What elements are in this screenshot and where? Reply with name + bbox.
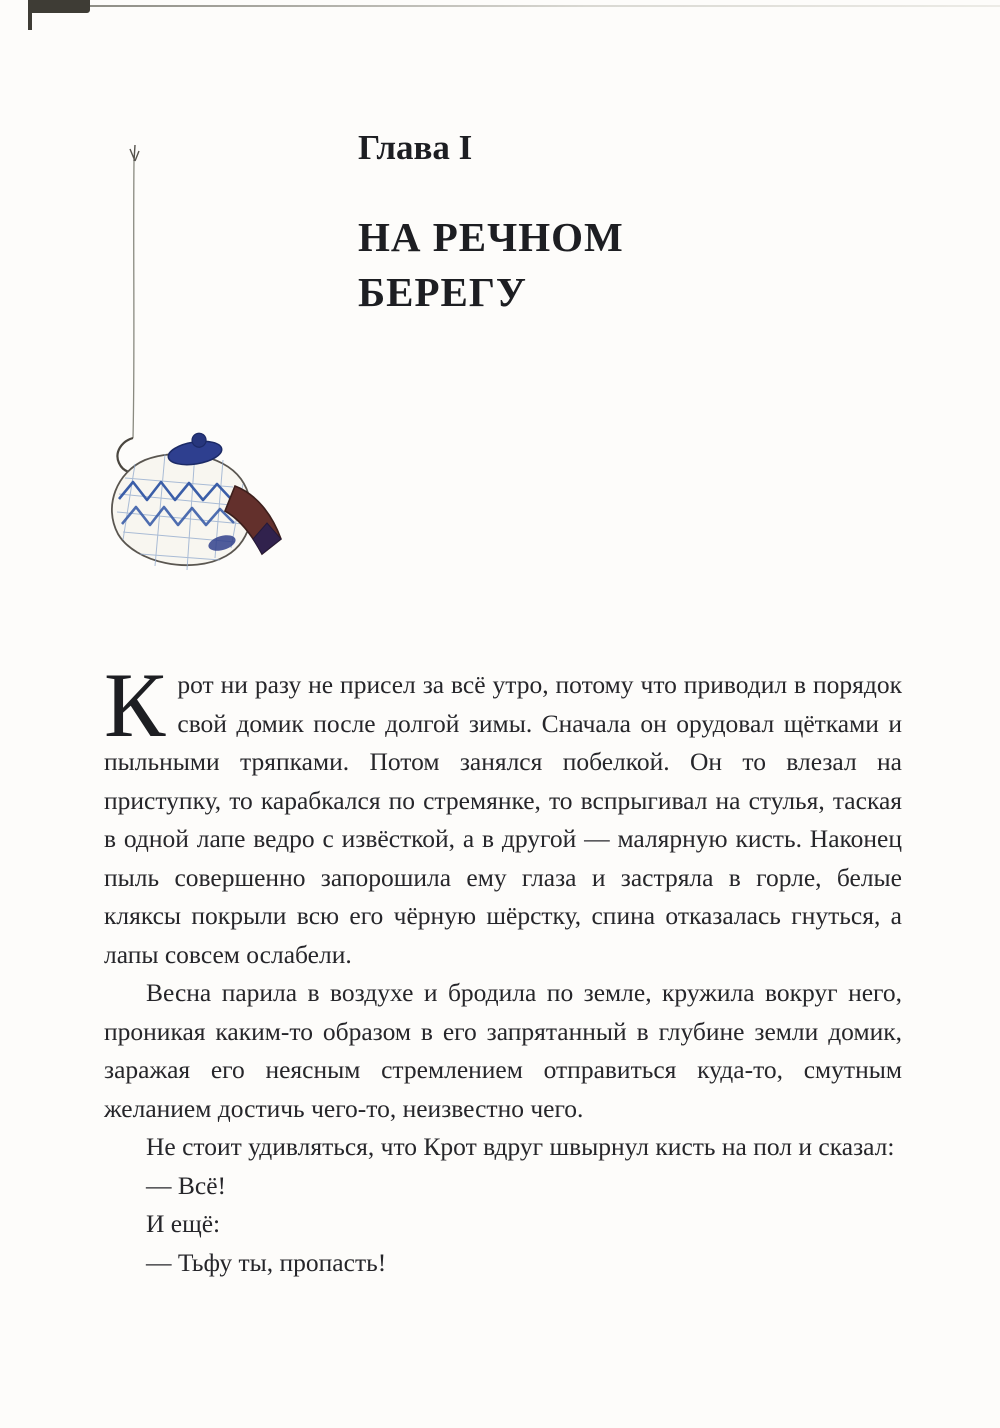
teapot-illustration [95,142,290,587]
teapot-on-line-drawing [95,142,290,587]
drop-cap: К [104,654,166,756]
dialogue-line: И ещё: [146,1209,221,1238]
chapter-title [358,210,624,320]
paragraph: Весна парила в воздухе и бродила по земле, кружила вокруг него, проникая каким-то образом в его запрятанный в глубине земли домик, заражая его неясным стремлением отправиться куда-то, смутным желанием достичь чего-то, неизвестно чего. [104,978,902,1123]
chapter-label: Глава I [358,128,473,167]
paragraph: Не стоит удивляться, что Крот вдруг швырнул кисть на пол и сказал: [146,1132,895,1161]
body-text [104,654,902,1282]
dialogue-line: — Всё! [146,1170,227,1200]
chapter-title-line1: НА РЕЧНОМ [358,214,624,260]
scan-edge-line [82,5,1000,7]
scan-corner-mark [28,0,90,13]
dialogue-line: — Тьфу ты, пропасть! [146,1247,387,1277]
scan-edge-mark [28,0,32,30]
paragraph-first [104,654,902,974]
chapter-title-line2: БЕРЕГУ [358,269,528,315]
paragraph-first-text: рот ни разу не присел за всё утро, потому что приводил в порядок свой домик после долгой зимы. Сначала он орудовал щётками и пыльными тряпками. Потом занялся побелкой. Он то влезал на приступку, то карабкался по стремянке, то вспрыгивал на стулья, таская в одной лапе ведро с извёсткой, а в другой — малярную кисть. Наконец пыль совершенно запорошила ему глаза и застряла в горле, белые кляксы покрыли всю его чёрную шёрстку, спина отказалась гнуться, а лапы совсем ослабели. [104,670,902,969]
